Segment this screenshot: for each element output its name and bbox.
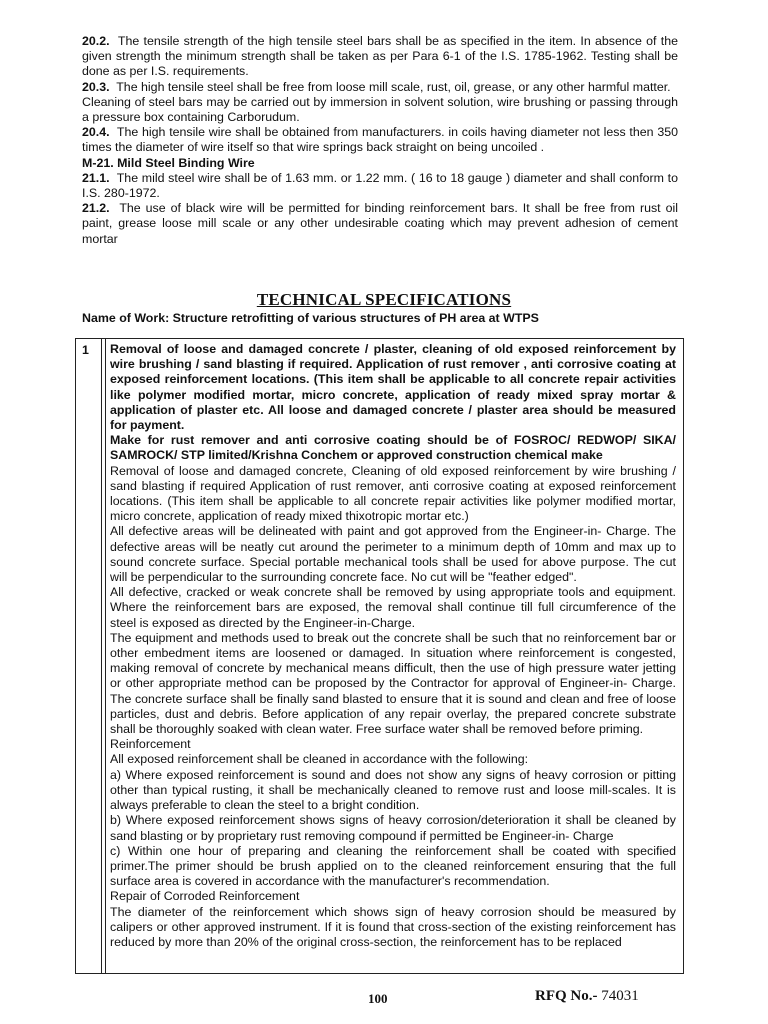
item-paragraph: The diameter of the reinforcement which shows sign of heavy corrosion should be measured by calipers or other approved instrument. If it is found that cross-section of the existing reinforcement has reduced by more than 20% of the original cross-section, the reinforcement has to be replaced <box>110 904 676 949</box>
rfq-label: RFQ No.- <box>535 988 598 1004</box>
para-20-2 <box>82 34 678 80</box>
para-text: The high tensile steel shall be free from loose mill scale, rust, oil, grease, or any other harmful matter. <box>116 79 671 94</box>
top-section <box>82 34 678 247</box>
item-make-note: Make for rust remover and anti corrosive coating should be of FOSROC/ REDWOP/ SIKA/ SAMROCK/ STP limited/Krishna Conchem or approved construction chemical make <box>110 433 676 463</box>
para-text: The tensile strength of the high tensile steel bars shall be as specified in the item. In absence of the given strength the minimum strength shall be taken as per Para 6-1 of the I.S. 1785-1962. Testing shall be done as per I.S. requirements. <box>82 34 678 79</box>
para-21-1 <box>82 171 678 201</box>
para-20-4 <box>82 125 678 155</box>
item-paragraph: All exposed reinforcement shall be cleaned in accordance with the following: <box>110 752 529 767</box>
item-paragraph: b) Where exposed reinforcement shows signs of heavy corrosion/deterioration it shall be cleaned by sand blasting or by proprietary rust removing compound if permitted be Engineer-in- Charge <box>110 813 676 843</box>
para-number: 20.2. <box>82 34 110 48</box>
item-subheading: Repair of Corroded Reinforcement <box>110 889 300 904</box>
para-text: The mild steel wire shall be of 1.63 mm. or 1.22 mm. ( 16 to 18 gauge ) diameter and shall conform to I.S. 280-1972. <box>82 170 678 201</box>
item-paragraph: c) Within one hour of preparing and cleaning the reinforcement shall be coated with specified primer.The primer should be brush applied on to the cleaned reinforcement ensuring that the full surface area is covered in accordance with the manufacturer's recommendation. <box>110 843 676 889</box>
page-number: 100 <box>368 991 388 1006</box>
item-paragraph: Removal of loose and damaged concrete, Cleaning of old exposed reinforcement by wire brushing / sand blasting if required Application of rust remover, anti corrosive coating at exposed reinforcement locations. (This item shall be applicable to all concrete repair activities like polymer modified mortar, micro concrete, application of ready mixed thixotropic mortar etc.) <box>110 463 676 524</box>
para-cleaning: Cleaning of steel bars may be carried out by immersion in solvent solution, wire brushing or passing through a pressure box containing Carborudum. <box>82 94 678 125</box>
work-name: Name of Work: Structure retrofitting of various structures of PH area at WTPS <box>82 311 539 325</box>
para-text: The high tensile wire shall be obtained from manufacturers. in coils having diameter not less then 350 times the diameter of wire itself so that wire springs back straight on being uncoiled . <box>82 125 678 155</box>
rfq-number <box>535 988 639 1005</box>
section-heading-m21: M-21. Mild Steel Binding Wire <box>82 155 255 170</box>
para-21-2 <box>82 201 678 247</box>
item-number: 1 <box>82 343 89 357</box>
para-number: 20.4. <box>82 125 110 140</box>
para-text: The use of black wire will be permitted for binding reinforcement bars. It shall be free from rust oil paint, grease loose mill scale or any other undesirable coating which may prevent adhesion of cement mortar <box>82 201 678 246</box>
para-number: 20.3. <box>82 79 110 94</box>
para-number: 21.2. <box>82 201 110 216</box>
specification-table <box>75 338 684 974</box>
item-paragraph: All defective, cracked or weak concrete shall be removed by using appropriate tools and equipment. Where the reinforcement bars are exposed, the removal shall continue till full circumference of the steel is exposed as directed by the Engineer-in-Charge. <box>110 585 676 630</box>
item-bold-description: Removal of loose and damaged concrete / plaster, cleaning of old exposed reinforcement by wire brushing / sand blasting if required. Application of rust remover , anti corrosive coating at exposed reinforcement locations. (This item shall be applicable to all concrete repair activities like polymer modified mortar, micro concrete, application of ready mixed spray mortar & application of plaster etc. All loose and damaged concrete / plaster area should be measured for payment. <box>110 342 676 433</box>
technical-specifications-title: TECHNICAL SPECIFICATIONS <box>256 290 512 309</box>
item-paragraph: a) Where exposed reinforcement is sound and does not show any signs of heavy corrosion or pitting other than typical rusting, it shall be mechanically cleaned to remove rust and loose mill-scales. It is always preferable to clean the steel to a bright condition. <box>110 767 676 813</box>
column-divider <box>105 339 106 973</box>
item-paragraph: The equipment and methods used to break out the concrete shall be such that no reinforcement bar or other embedment items are loosened or damaged. In situation where reinforcement is congested, making removal of concrete by mechanical means difficult, then the use of high pressure water jetting or other appropriate method can be proposed by the Contractor for approval of Engineer-in- Charge. The concrete surface shall be finally sand blasted to ensure that it is sound and clean and free of loose particles, dust and debris. Before application of any repair overlay, the prepared concrete substrate shall be thoroughly soaked with clean water. Free surface water shall be removed before priming. <box>110 630 676 737</box>
item-paragraph: All defective areas will be delineated with paint and got approved from the Engineer-in- Charge. The defective areas will be neatly cut around the perimeter to a minimum depth of 10mm and max up to sound concrete surface. Special portable mechanical tools shall be used for above purpose. The cut will be perpendicular to the surrounding concrete face. No cut will be "feather edged". <box>110 524 676 585</box>
column-divider <box>101 339 102 973</box>
item-description <box>110 342 676 950</box>
rfq-value: 74031 <box>601 988 639 1004</box>
item-subheading: Reinforcement <box>110 737 191 752</box>
para-20-3 <box>82 80 678 95</box>
para-number: 21.1. <box>82 170 110 185</box>
